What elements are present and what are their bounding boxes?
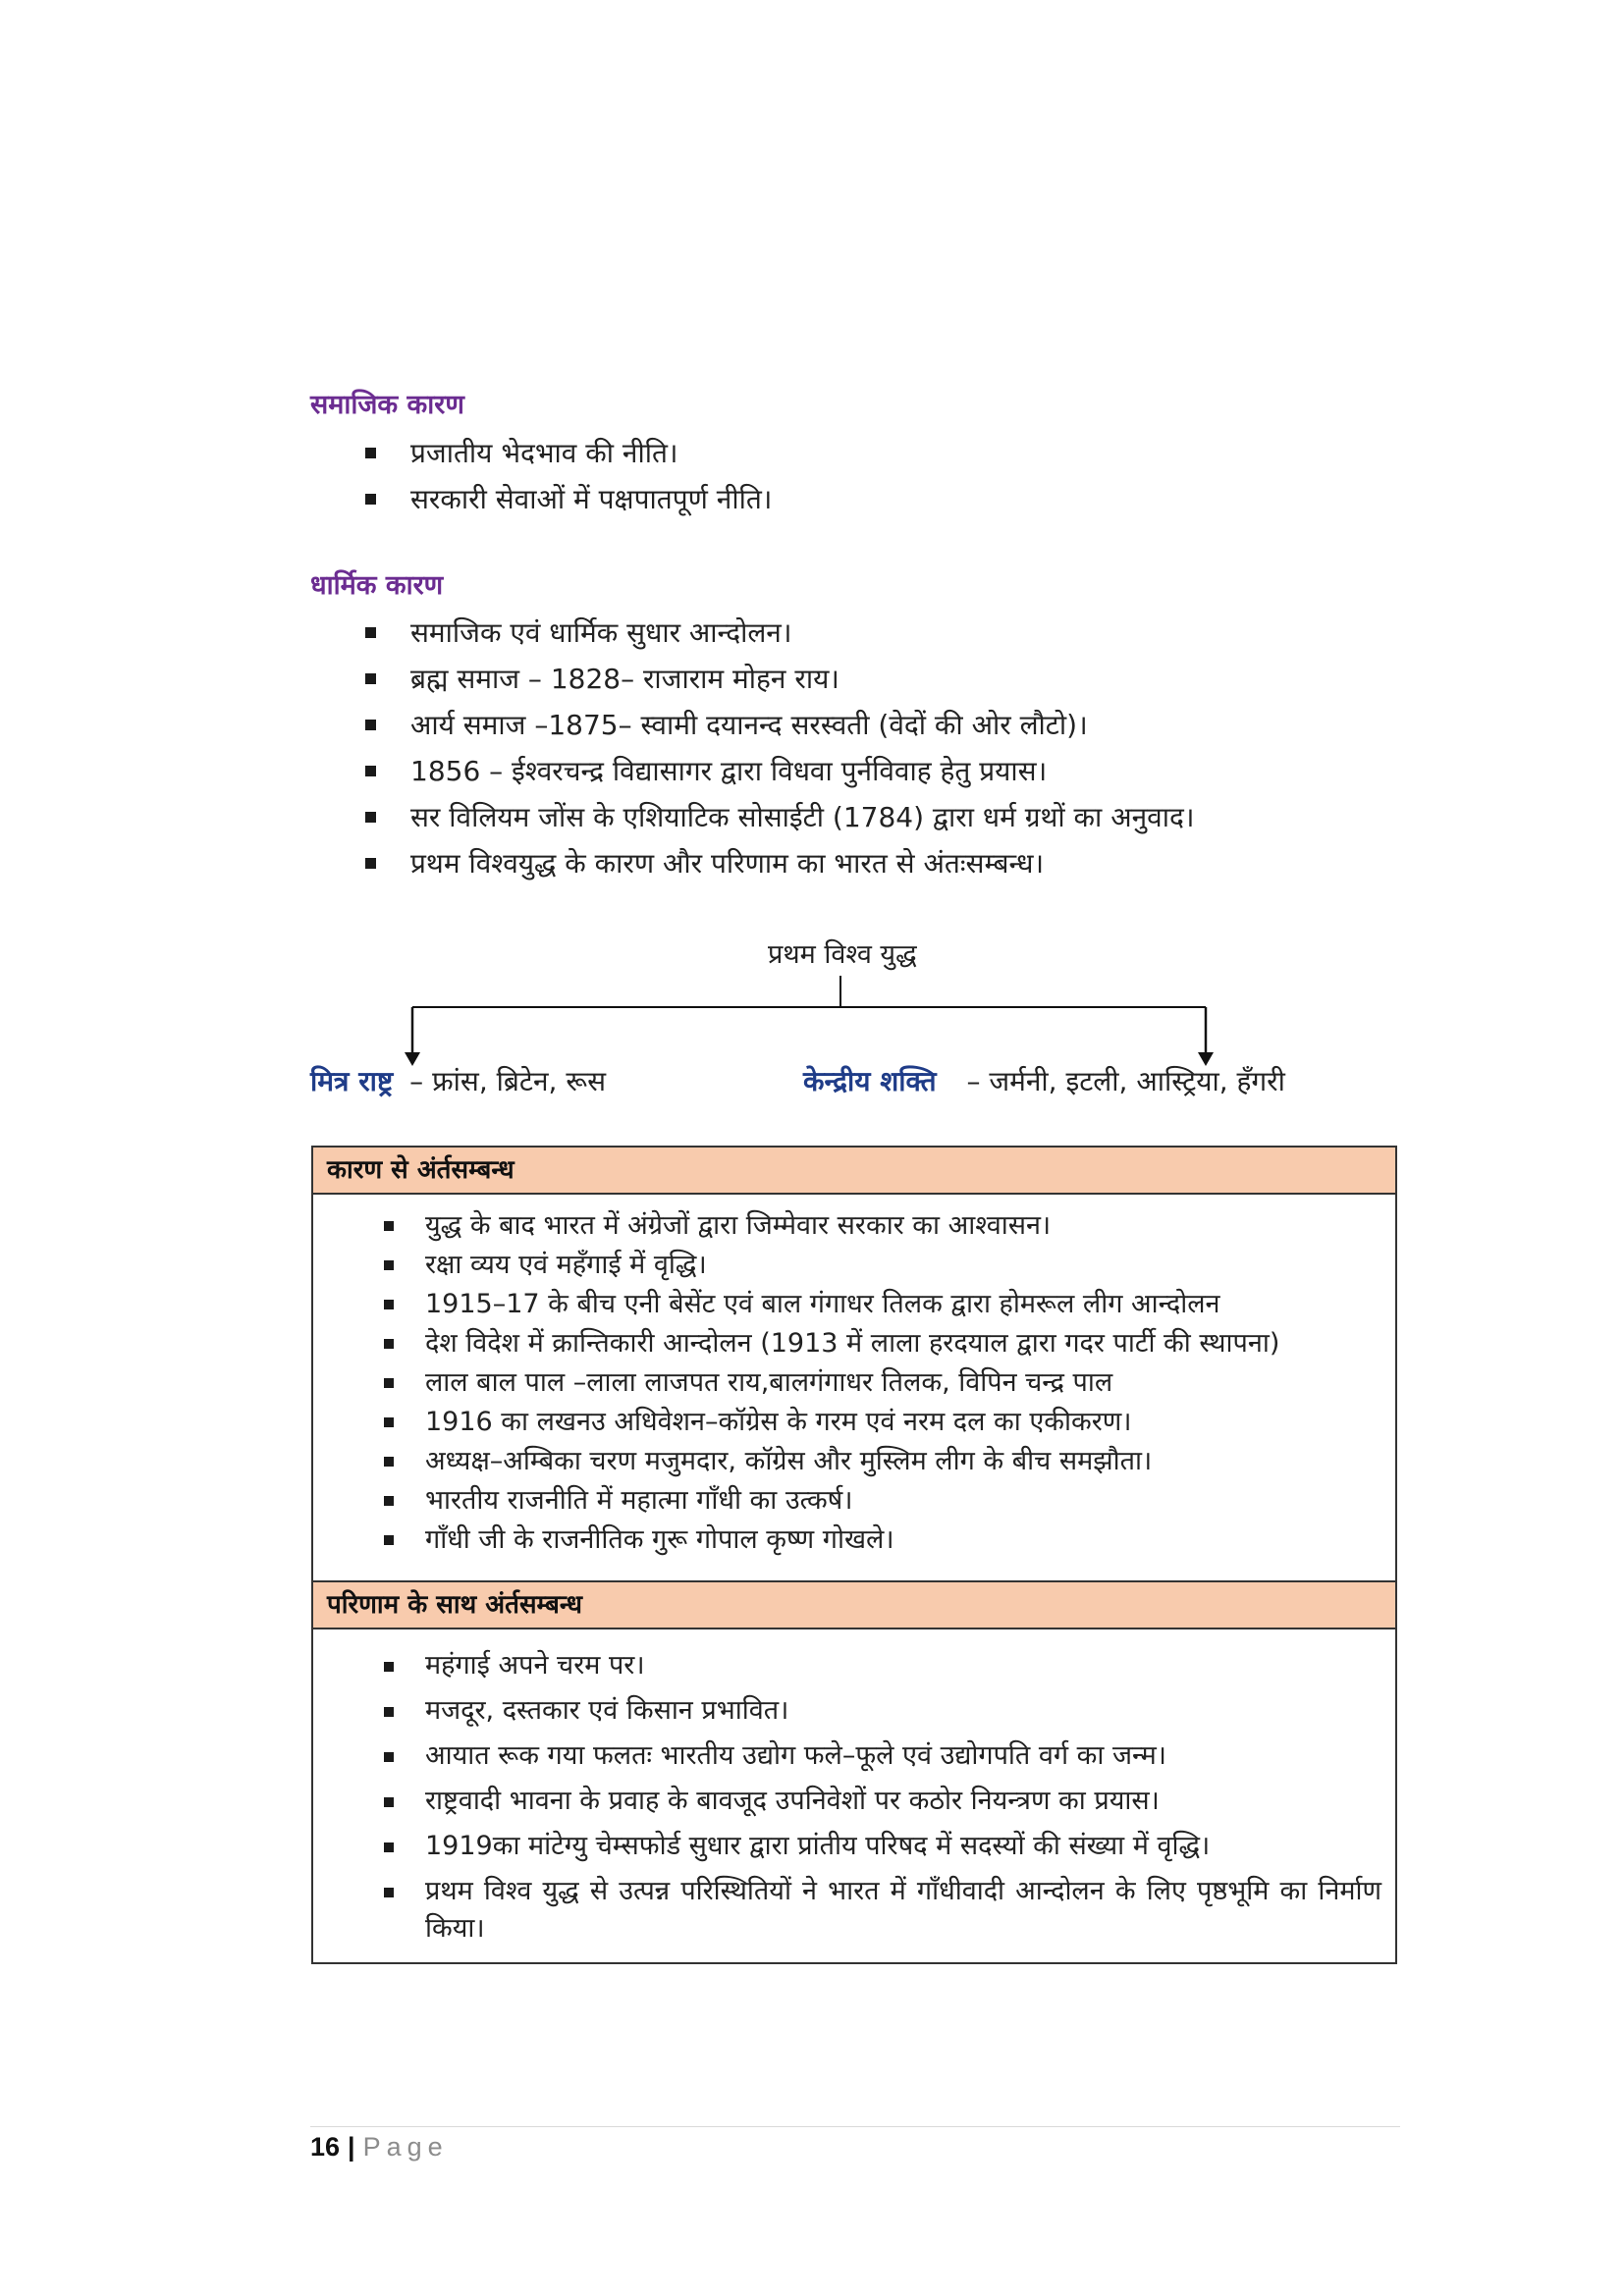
interrelation-table — [311, 1146, 1397, 1964]
list-item: 1856 – ईश्वरचन्द्र विद्यासागर द्वारा विधवा पुर्नविवाह हेतु प्रयास। — [310, 748, 1410, 794]
list-item: देश विदेश में क्रान्तिकारी आन्दोलन (1913 में लाला हरदयाल द्वारा गदर पार्टी की स्थापना) — [313, 1324, 1395, 1363]
central-powers-label: केन्द्रीय शक्ति — [803, 1065, 937, 1097]
ww1-diagram — [310, 913, 1400, 1109]
list-item: सर विलियम जोंस के एशियाटिक सोसाईटी (1784) द्वारा धर्म ग्रथों का अनुवाद। — [310, 794, 1410, 840]
list-item: सरकारी सेवाओं में पक्षपातपूर्ण नीति। — [310, 476, 1410, 522]
list-item: समाजिक एवं धार्मिक सुधार आन्दोलन। — [310, 610, 1410, 656]
diagram-root: प्रथम विश्व युद्ध — [768, 939, 917, 970]
central-powers-members: – जर्मनी, इटली, आस्ट्रिया, हँगरी — [966, 1065, 1285, 1097]
page-number: 16 — [310, 2132, 341, 2162]
page-word: Page — [362, 2132, 449, 2162]
allied-powers-label: मित्र राष्ट्र — [310, 1065, 394, 1097]
list-item: आयात रूक गया फलतः भारतीय उद्योग फले–फूले एवं उद्योगपति वर्ग का जन्म। — [313, 1737, 1395, 1775]
list-item: प्रथम विश्वयुद्ध के कारण और परिणाम का भारत से अंतःसम्बन्ध। — [310, 840, 1410, 886]
list-item: 1916 का लखनउ अधिवेशन–कॉग्रेस के गरम एवं नरम दल का एकीकरण। — [313, 1403, 1395, 1442]
footer-separator: | — [348, 2132, 355, 2162]
footer-divider — [310, 2126, 1400, 2127]
list-item: गाँधी जी के राजनीतिक गुरू गोपाल कृष्ण गोखले। — [313, 1521, 1395, 1560]
list-item: प्रथम विश्व युद्ध से उत्पन्न परिस्थितियों ने भारत में गाँधीवादी आन्दोलन के लिए पृष्ठभूमि का निर्माण किया। — [313, 1873, 1395, 1948]
list-item: भारतीय राजनीति में महात्मा गाँधी का उत्कर्ष। — [313, 1481, 1395, 1521]
list-item: लाल बाल पाल –लाला लाजपत राय,बालगंगाधर तिलक, विपिन चन्द्र पाल — [313, 1363, 1395, 1403]
central-powers — [803, 1062, 1285, 1099]
list-item: 1919का मांटेग्यु चेम्सफोर्ड सुधार द्वारा प्रांतीय परिषद में सदस्यों की संख्या में वृद्धि। — [313, 1828, 1395, 1865]
results-table-list — [313, 1629, 1395, 1948]
list-item: महंगाई अपने चरम पर। — [313, 1647, 1395, 1684]
religious-causes-heading: धार्मिक कारण — [310, 570, 444, 601]
causes-table-header: कारण से अंर्तसम्बन्ध — [313, 1148, 1395, 1195]
causes-table-list — [313, 1195, 1395, 1580]
list-item: राष्ट्रवादी भावना के प्रवाह के बावजूद उपनिवेशों पर कठोर नियन्त्रण का प्रयास। — [313, 1783, 1395, 1820]
list-item: युद्ध के बाद भारत में अंग्रेजों द्वारा जिम्मेवार सरकार का आश्वासन। — [313, 1206, 1395, 1246]
list-item: रक्षा व्यय एवं महँगाई में वृद्धि। — [313, 1246, 1395, 1285]
list-item: 1915–17 के बीच एनी बेसेंट एवं बाल गंगाधर तिलक द्वारा होमरूल लीग आन्दोलन — [313, 1285, 1395, 1324]
results-table-header: परिणाम के साथ अंर्तसम्बन्ध — [313, 1580, 1395, 1629]
list-item: ब्रह्म समाज – 1828– राजाराम मोहन राय। — [310, 656, 1410, 702]
list-item: अध्यक्ष–अम्बिका चरण मजुमदार, कॉग्रेस और मुस्लिम लीग के बीच समझौता। — [313, 1442, 1395, 1481]
allied-powers-members: – फ्रांस, ब्रिटेन, रूस — [409, 1065, 607, 1097]
religious-causes-list — [310, 610, 1410, 886]
list-item: मजदूर, दस्तकार एवं किसान प्रभावित। — [313, 1692, 1395, 1730]
list-item: आर्य समाज –1875– स्वामी दयानन्द सरस्वती (वेदों की ओर लौटो)। — [310, 702, 1410, 748]
list-item: प्रजातीय भेदभाव की नीति। — [310, 430, 1410, 476]
page-footer — [310, 2132, 449, 2163]
allied-powers — [310, 1062, 606, 1099]
social-causes-heading: समाजिक कारण — [310, 390, 464, 420]
social-causes-list — [310, 430, 1410, 522]
